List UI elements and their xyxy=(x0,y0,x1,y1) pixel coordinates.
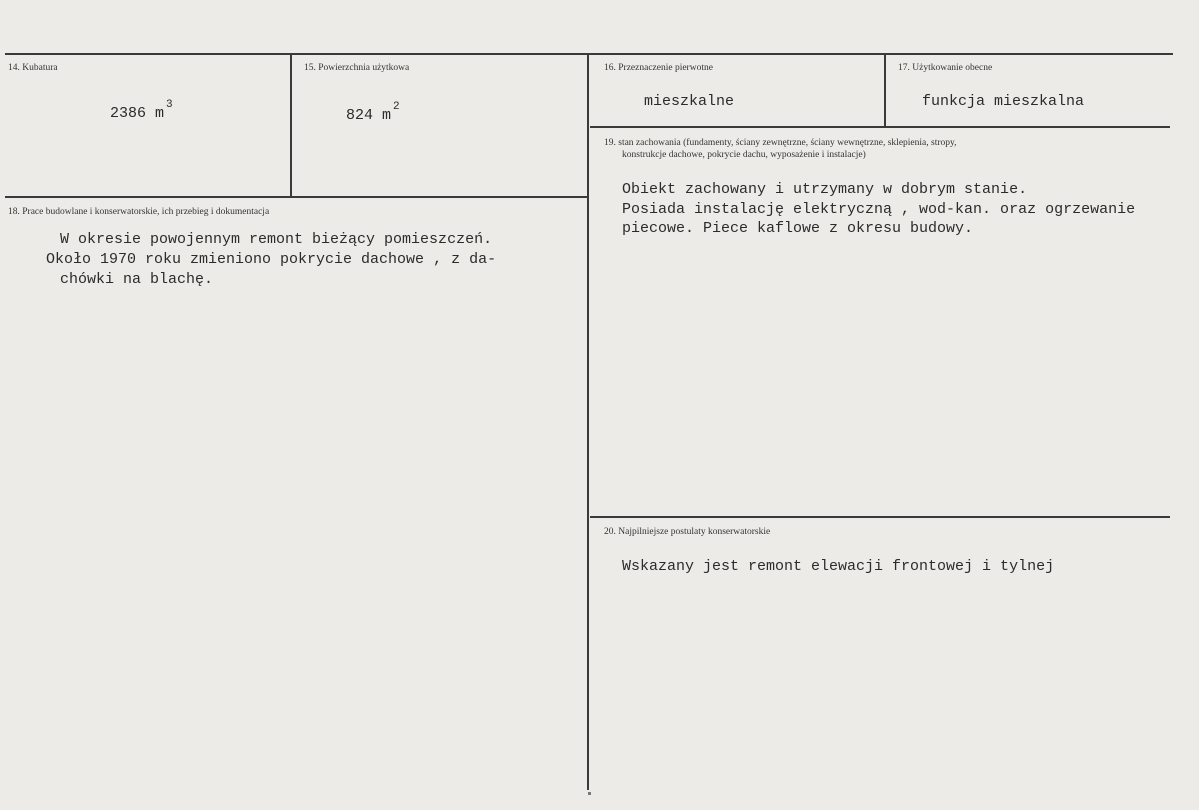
field-18-line-2: Około 1970 roku zmieniono pokrycie dachowe , z da- xyxy=(46,251,497,268)
row-divider-right-1 xyxy=(590,126,1170,128)
field-18-label: 18. Prace budowlane i konserwatorskie, ich przebieg i dokumentacja xyxy=(8,207,270,217)
field-20-value: Wskazany jest remont elewacji frontowej i tylnej xyxy=(622,558,1055,575)
row-divider-right-2 xyxy=(590,516,1170,518)
row-divider-left xyxy=(5,196,588,198)
field-19-line-1: Obiekt zachowany i utrzymany w dobrym stanie. xyxy=(622,181,1028,198)
field-14-value xyxy=(110,100,173,123)
field-18-line-3: chówki na blachę. xyxy=(60,271,214,288)
field-20-label: 20. Najpilniejsze postulaty konserwatorskie xyxy=(604,527,771,537)
field-19-label-line-1: 19. stan zachowania (fundamenty, ściany zewnętrzne, ściany wewnętrzne, sklepienia, stropy, xyxy=(604,138,957,148)
field-16-value: mieszkalne xyxy=(644,93,735,110)
field-14-exponent: 3 xyxy=(166,99,173,111)
field-19-line-2: Posiada instalację elektryczną , wod-kan. oraz ogrzewanie xyxy=(622,201,1136,218)
field-15-label: 15. Powierzchnia użytkowa xyxy=(304,63,410,73)
field-17-value: funkcja mieszkalna xyxy=(922,93,1085,110)
field-14-label: 14. Kubatura xyxy=(8,63,58,73)
field-18-line-1: W okresie powojennym remont bieżący pomieszczeń. xyxy=(60,231,493,248)
field-15-number: 824 m xyxy=(346,107,392,124)
field-19-label-line-2: konstrukcje dachowe, pokrycie dachu, wyposażenie i instalacje) xyxy=(622,150,866,160)
field-15-value xyxy=(346,102,400,125)
top-rule xyxy=(5,53,1173,55)
paper-speck xyxy=(588,792,591,795)
field-15-exponent: 2 xyxy=(393,101,400,113)
field-14-number: 2386 m xyxy=(110,105,165,122)
divider-16-17 xyxy=(884,53,886,126)
field-17-label: 17. Użytkowanie obecne xyxy=(898,63,993,73)
center-divider xyxy=(587,53,589,790)
field-16-label: 16. Przeznaczenie pierwotne xyxy=(604,63,713,73)
field-19-line-3: piecowe. Piece kaflowe z okresu budowy. xyxy=(622,220,974,237)
divider-14-15 xyxy=(290,53,292,196)
